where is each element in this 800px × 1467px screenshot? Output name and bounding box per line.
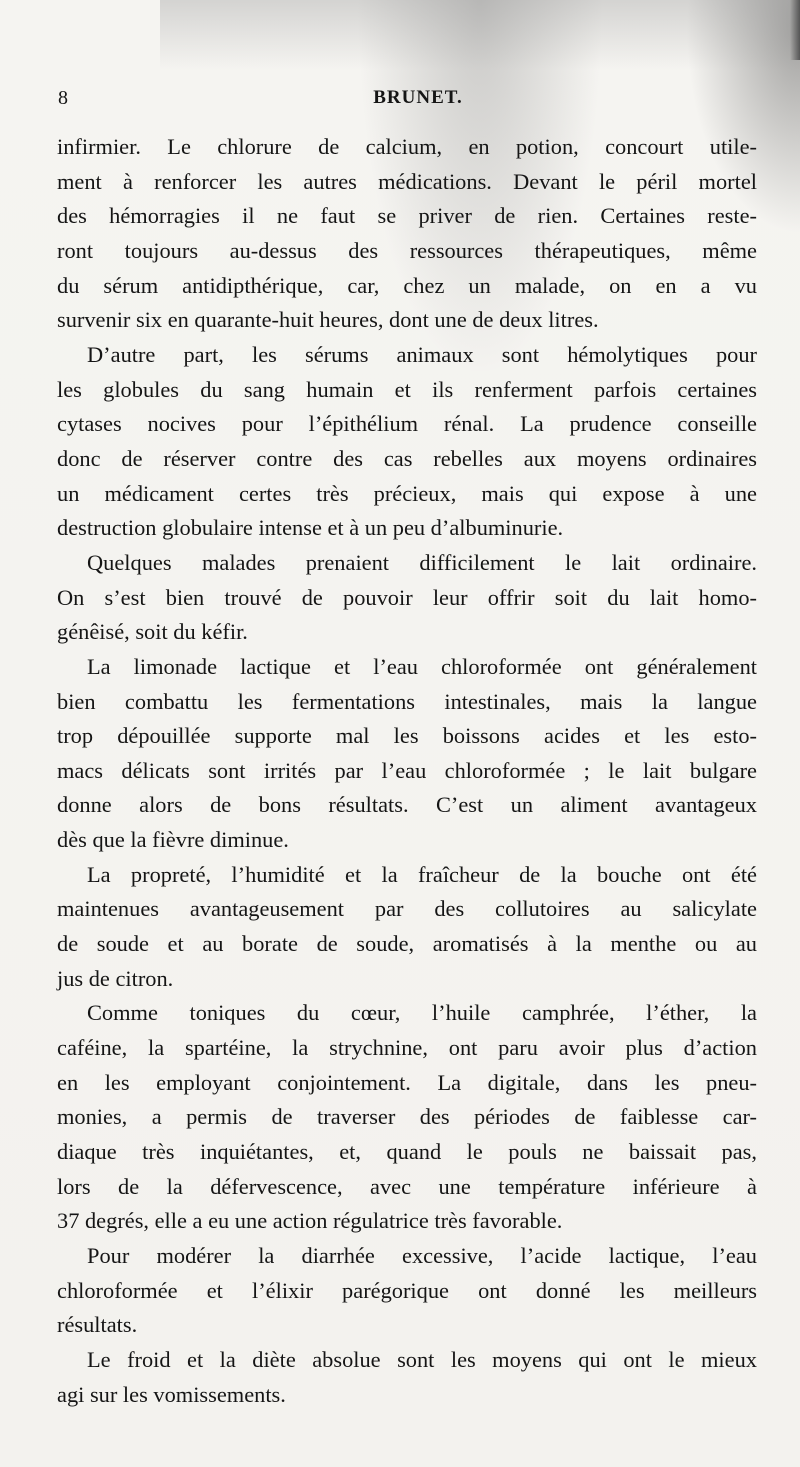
text-line: de soude et au borate de soude, aromatisés à la menthe ou au	[57, 931, 757, 957]
text-line: On s’est bien trouvé de pouvoir leur offrir soit du lait homo-	[57, 584, 757, 610]
text-line: trop dépouillée supporte mal les boissons acides et les esto-	[57, 723, 757, 749]
text-line: La propreté, l’humidité et la fraîcheur de la bouche ont été	[87, 861, 757, 887]
text-line: maintenues avantageusement par des collutoires au salicylate	[57, 896, 757, 922]
scan-edge-shadow	[790, 0, 800, 60]
text-line: les globules du sang humain et ils renferment parfois certaines	[57, 376, 757, 402]
page-header	[58, 87, 758, 117]
text-line: Pour modérer la diarrhée excessive, l’acide lactique, l’eau	[87, 1243, 757, 1268]
text-line: des hémorragies il ne faut se priver de rien. Certaines reste-	[57, 203, 757, 229]
text-line: La limonade lactique et l’eau chloroformée ont généralement	[87, 653, 757, 679]
text-line: agi sur les vomissements.	[57, 1381, 286, 1407]
text-line: caféine, la spartéine, la strychnine, ont paru avoir plus d’action	[57, 1035, 757, 1061]
text-line: survenir six en quarante-huit heures, dont une de deux litres.	[57, 307, 599, 333]
text-line: Le froid et la diète absolue sont les moyens qui ont le mieux	[87, 1346, 757, 1372]
text-line: destruction globulaire intense et à un peu d’albuminurie.	[57, 515, 564, 541]
text-line: cytases nocives pour l’épithélium rénal. La prudence conseille	[57, 411, 757, 437]
text-line: 37 degrés, elle a eu une action régulatrice très favorable.	[57, 1208, 563, 1234]
text-line: en les employant conjointement. La digitale, dans les pneu-	[57, 1069, 757, 1095]
text-line: donc de réserver contre des cas rebelles aux moyens ordinaires	[57, 445, 757, 471]
text-line: macs délicats sont irrités par l’eau chloroformée ; le lait bulgare	[57, 757, 757, 783]
text-line: chloroformée et l’élixir parégorique ont donné les meilleurs	[57, 1277, 757, 1303]
text-line: Quelques malades prenaient difficilement le lait ordinaire.	[87, 549, 757, 575]
text-line: un médicament certes très précieux, mais qui expose à une	[57, 480, 757, 506]
text-line: jus de citron.	[57, 965, 174, 991]
text-line: lors de la défervescence, avec une température inférieure à	[57, 1173, 757, 1199]
text-line: génêisé, soit du kéfir.	[57, 619, 248, 645]
text-line: bien combattu les fermentations intestinales, mais la langue	[57, 688, 757, 714]
text-line: D’autre part, les sérums animaux sont hémolytiques pour	[87, 341, 757, 367]
text-line: monies, a permis de traverser des périodes de faiblesse car-	[57, 1104, 757, 1130]
body-text	[57, 130, 757, 1412]
page-number: 8	[58, 87, 68, 109]
text-line: diaque très inquiétantes, et, quand le pouls ne baissait pas,	[57, 1139, 757, 1165]
text-line: infirmier. Le chlorure de calcium, en potion, concourt utile-	[57, 134, 757, 159]
text-line: Comme toniques du cœur, l’huile camphrée, l’éther, la	[87, 1000, 757, 1026]
running-head: BRUNET.	[373, 87, 463, 108]
scan-smudge	[160, 0, 800, 70]
text-line: ront toujours au-dessus des ressources thérapeutiques, même	[57, 237, 757, 263]
text-line: du sérum antidipthérique, car, chez un malade, on en a vu	[57, 272, 757, 298]
text-line: donne alors de bons résultats. C’est un aliment avantageux	[57, 792, 757, 818]
text-line: ment à renforcer les autres médications. Devant le péril mortel	[57, 168, 757, 194]
text-line: dès que la fièvre diminue.	[57, 827, 289, 853]
text-line: résultats.	[57, 1312, 138, 1338]
